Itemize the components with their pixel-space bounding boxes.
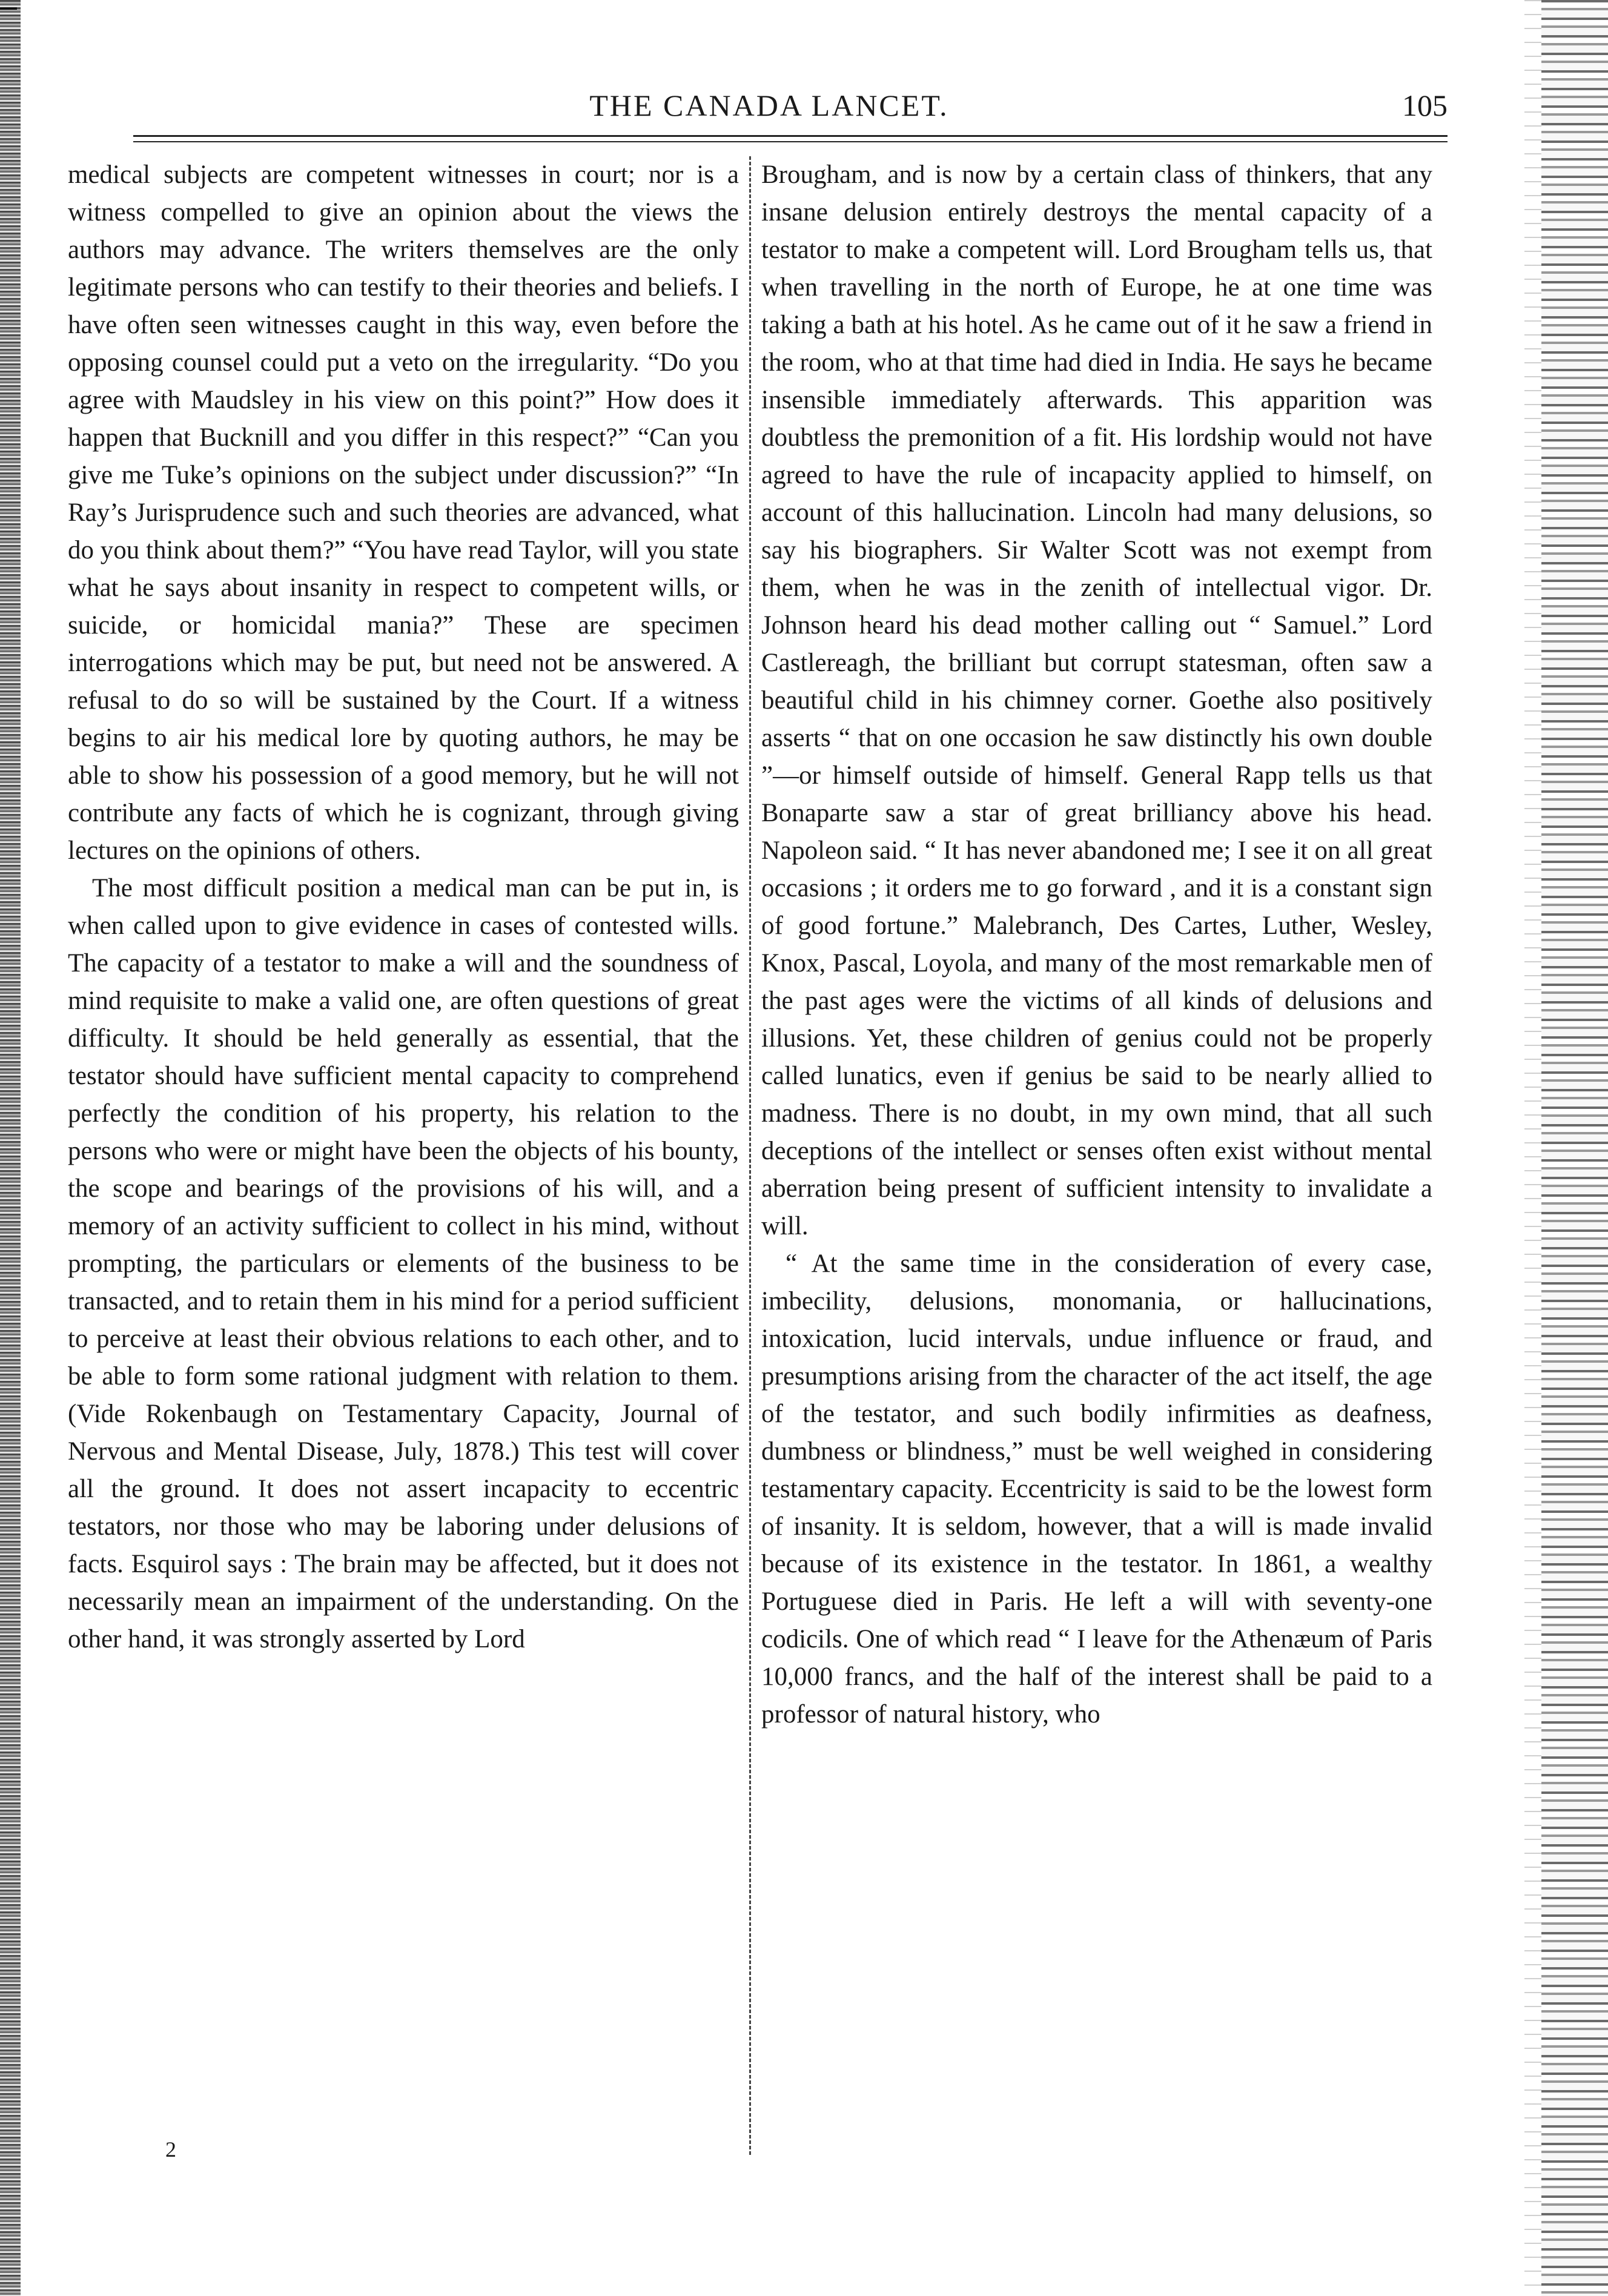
scanned-page-edge-inner-right	[1524, 0, 1541, 2296]
scanned-edge-mark	[0, 7, 17, 10]
right-column	[761, 156, 1432, 1733]
left-column	[68, 156, 739, 1658]
paragraph: “ At the same time in the consideration of every case, imbecility, delusions, monomania, or hallucinations, intoxication, lucid intervals, undue influence or fraud, and presumptions arising from the character of the act itself, the age of the testator, and such bodily infirmities as deafness, dumbness or blindness,” must be well weighed in considering testamentary capacity. Eccentricity is said to be the lowest form of insanity. It is seldom, however, that a will is made invalid because of its existence in the testator. In 1861, a wealthy Portuguese died in Paris. He left a will with seventy-one codicils. One of which read “ I leave for the Athenæum of Paris 10,000 francs, and the half of the interest shall be paid to a professor of natural history, who	[761, 1249, 1432, 1729]
scanned-page-edge-right	[1541, 0, 1608, 2296]
paragraph: The most difficult position a medical man can be put in, is when called upon to give evidence in cases of contested wills. The capacity of a testator to make a will and the soundness of mind requisite to make a valid one, are often questions of great difficulty. It should be held generally as essential, that the testator should have sufficient mental capacity to comprehend perfectly the condition of his property, his relation to the persons who were or might have been the objects of his bounty, the scope and bearings of the provisions of his will, and a memory of an activity sufficient to collect in his mind, without prompting, the particulars or elements of the business to be transacted, and to retain them in his mind for a period sufficient to perceive at least their obvious relations to each other, and to be able to form some rational judgment with relation to them. (Vide Rokenbaugh on Testamentary Capacity, Journal of Nervous and Mental Disease, July, 1878.) This test will cover all the ground. It does not assert incapacity to eccentric testators, nor those who may be laboring under delusions of facts. Esquirol says : The brain may be affected, but it does not necessarily mean an impairment of the understanding. On the other hand, it was strongly asserted by Lord	[68, 874, 739, 1653]
running-title: THE CANADA LANCET.	[589, 88, 949, 122]
header-rule	[133, 135, 1448, 137]
paragraph: medical subjects are competent witnesses in court; nor is a witness compelled to give an opinion about the views the authors may advance. The writers themselves are the only legitimate persons who can testify to their theories and beliefs. I have often seen witnesses caught in this way, even before the opposing counsel could put a veto on the irregularity. “Do you agree with Maudsley in his view on this point?” How does it happen that Bucknill and you differ in this respect?” “Can you give me Tuke’s opinions on the subject under discussion?” “In Ray’s Jurisprudence such and such theories are advanced, what do you think about them?” “You have read Taylor, will you state what he says about insanity in respect to competent wills, or suicide, or homicidal mania?” These are specimen interrogations which may be put, but need not be answered. A refusal to do so will be sustained by the Court. If a witness begins to air his medical lore by quoting authors, he may be able to show his possession of a good memory, but he will not contribute any facts of which he is cognizant, through giving lectures on the opinions of others.	[68, 160, 739, 865]
scanned-page-edge-left	[0, 0, 21, 2296]
column-divider	[749, 156, 751, 2155]
signature-mark: 2	[165, 2137, 176, 2162]
header-rule	[133, 141, 1448, 142]
page-number: 105	[1402, 88, 1448, 122]
paragraph: Brougham, and is now by a certain class of thinkers, that any insane delusion entirely destroys the mental capacity of a testator to make a competent will. Lord Brougham tells us, that when travelling in the north of Europe, he at one time was taking a bath at his hotel. As he came out of it he saw a friend in the room, who at that time had died in India. He says he became insensible immediately afterwards. This apparition was doubtless the premonition of a fit. His lordship would not have agreed to have the rule of incapacity applied to himself, on account of this hallucination. Lincoln had many delusions, so say his biographers. Sir Walter Scott was not exempt from them, when he was in the zenith of intellectual vigor. Dr. Johnson heard his dead mother calling out “ Samuel.” Lord Castlereagh, the brilliant but corrupt statesman, often saw a beautiful child in his chimney corner. Goethe also positively asserts “ that on one occasion he saw distinctly his own double ”—or himself outside of himself. General Rapp tells us that Bonaparte saw a star of great brilliancy above his head. Napoleon said. “ It has never abandoned me; I see it on all great occasions ; it orders me to go forward , and it is a constant sign of good fortune.” Malebranch, Des Cartes, Luther, Wesley, Knox, Pascal, Loyola, and many of the most remarkable men of the past ages were the victims of all kinds of delusions and illusions. Yet, these children of genius could not be properly called lunatics, even if genius be said to be nearly allied to madness. There is no doubt, in my own mind, that all such deceptions of the intellect or senses often exist without mental aberration being present of sufficient intensity to invalidate a will.	[761, 160, 1432, 1240]
page-header	[91, 88, 1448, 130]
article-body	[68, 156, 1440, 2203]
